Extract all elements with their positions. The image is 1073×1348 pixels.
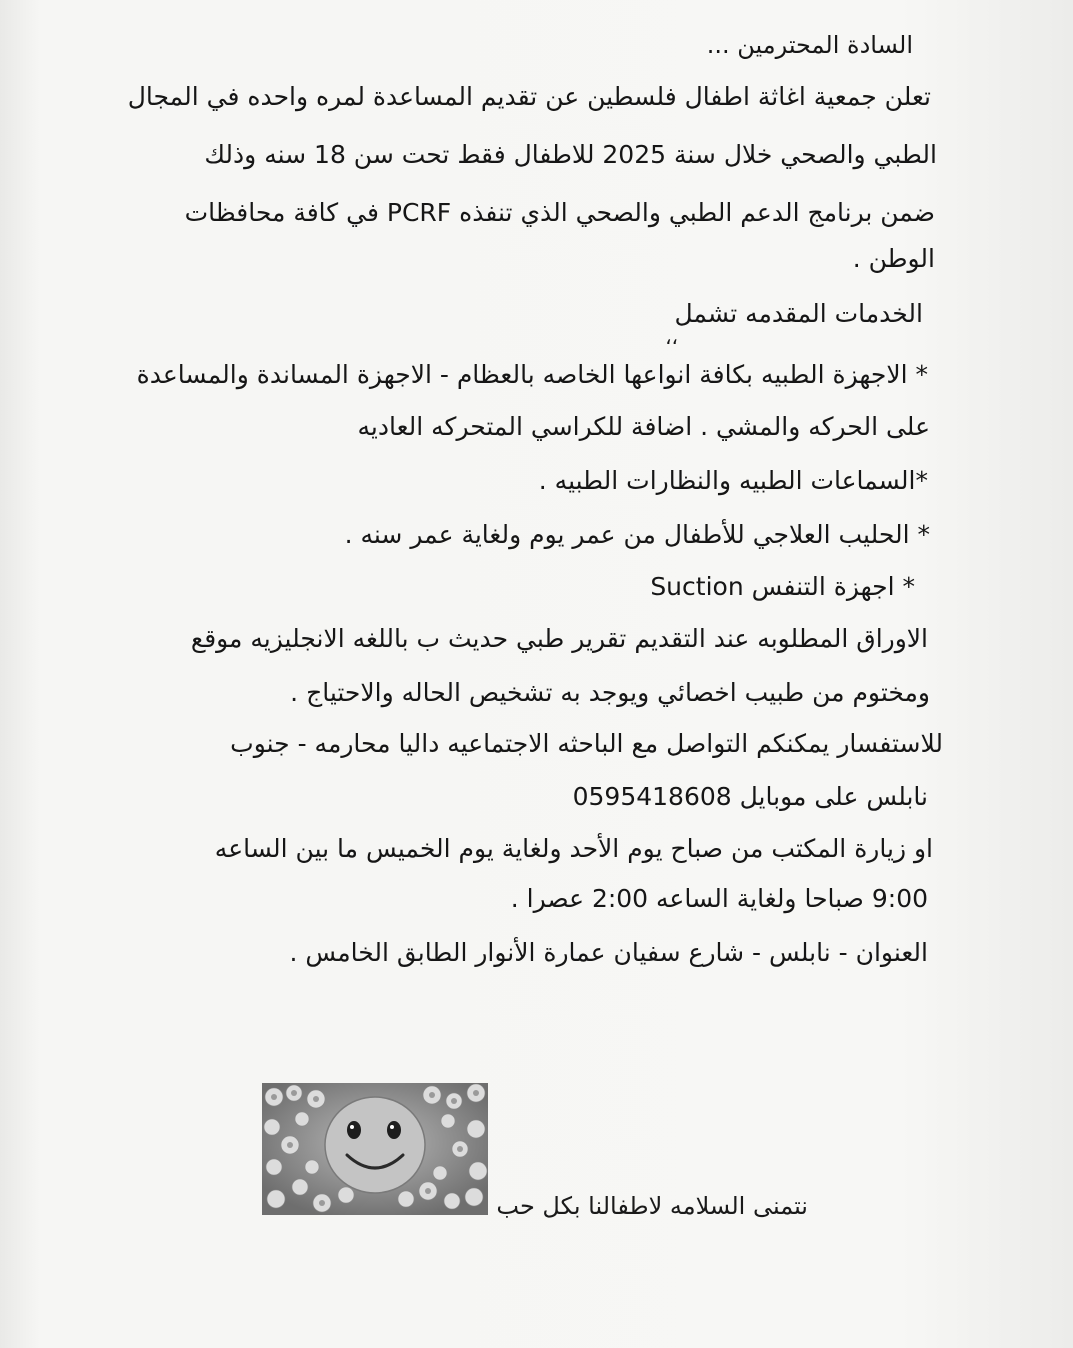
address-line: العنوان - نابلس - شارع سفيان عمارة الأنوار الطابق الخامس .	[289, 938, 928, 967]
service-line-4: * الحليب العلاجي للأطفال من عمر يوم ولغاية عمر سنه .	[344, 520, 930, 549]
visit-line-2: 9:00 صباحا ولغاية الساعه 2:00 عصرا .	[510, 884, 928, 913]
contact-line-2: نابلس على موبايل 0595418608	[572, 782, 928, 811]
greeting: السادة المحترمين ...	[706, 31, 913, 59]
closing-line: نتمنى السلامه لاطفالنا بكل حب	[496, 1192, 808, 1220]
services-heading: الخدمات المقدمه تشمل	[674, 299, 923, 328]
contact-line-1: للاستفسار يمكنكم التواصل مع الباحثه الاجتماعيه داليا محارمه - جنوب	[230, 729, 943, 758]
services-quote-mark: ،،	[665, 325, 678, 349]
intro-line-2: الطبي والصحي خلال سنة 2025 للاطفال فقط تحت سن 18 سنه وذلك	[204, 140, 937, 169]
visit-line-1: او زيارة المكتب من صباح يوم الأحد ولغاية يوم الخميس ما بين الساعه	[214, 834, 933, 863]
service-line-5: * اجهزة التنفس Suction	[650, 572, 915, 601]
service-line-1: * الاجهزة الطبيه بكافة انواعها الخاصه بالعظام - الاجهزة المساندة والمساعدة	[136, 360, 928, 389]
requirements-line-2: ومختوم من طبيب اخصائي ويوجد به تشخيص الحاله والاحتياج .	[290, 678, 930, 707]
service-line-2: على الحركه والمشي . اضافة للكراسي المتحركه العاديه	[357, 412, 930, 441]
requirements-line-1: الاوراق المطلوبه عند التقديم تقرير طبي حديث ب باللغه الانجليزيه موقع	[190, 624, 928, 653]
intro-line-3: ضمن برنامج الدعم الطبي والصحي الذي تنفذه PCRF في كافة محافظات	[184, 198, 935, 227]
service-line-3: *السماعات الطبيه والنظارات الطبيه .	[538, 466, 928, 495]
intro-line-1: تعلن جمعية اغاثة اطفال فلسطين عن تقديم المساعدة لمره واحده في المجال	[127, 82, 931, 111]
smiley-flowers-image	[262, 1083, 488, 1215]
intro-line-4: الوطن .	[852, 244, 935, 273]
